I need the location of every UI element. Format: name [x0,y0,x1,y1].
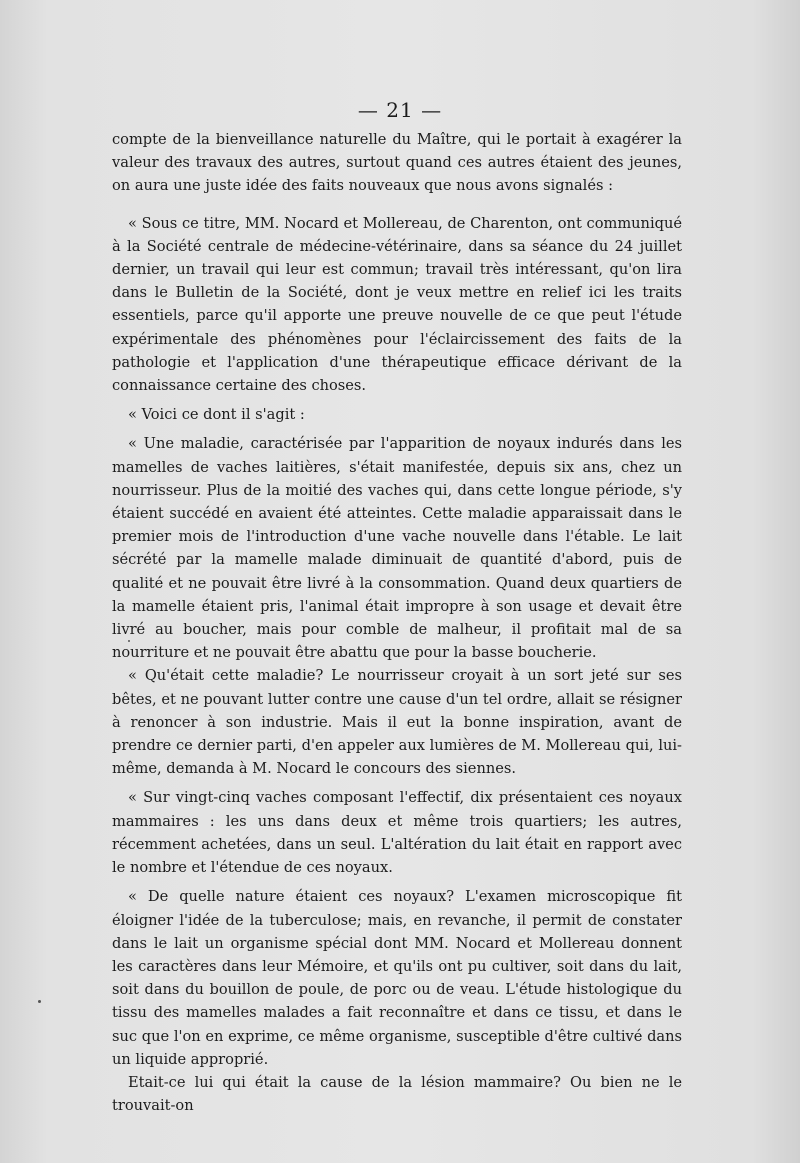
paragraph-vaches: « Sur vingt-cinq vaches composant l'effectif, dix présentaient ces noyaux mammaires : les uns dans deux et même trois quartiers; les autres, récemment achetées, dans un seul. L'altération du lait était en rapport avec le nombre et l'étendue de ces noyaux. [112,789,682,877]
paragraph-final: Etait-ce lui qui était la cause de la lésion mammaire? Ou bien ne le trouvait-on [112,1073,682,1115]
paragraph-intro: compte de la bienveillance naturelle du Maître, qui le portait à exagérer la valeur des travaux des autres, surtout quand ces autres étaient des jeunes, on aura une juste idée des faits nouveaux que nous avons signalés : [112,131,682,195]
paragraph-voici: « Voici ce dont il s'agit : [128,406,305,424]
paragraph-quote-title: « Sous ce titre, MM. Nocard et Mollereau, de Charenton, ont communiqué à la Société centrale de médecine-vétérinaire, dans sa séance du 24 juillet dernier, un travail qui leur est commun; travail très intéressant, qu'on lira dans le Bulletin de la Société, dont je veux mettre en relief ici les traits essentiels, parce qu'il apporte une preuve nouvelle de ce que peut l'étude expérimentale des phénomènes pour l'éclaircissement des faits de la pathologie et l'application d'une thérapeutique efficace dérivant de la connaissance certaine des choses. [112,214,682,395]
paragraph-noyaux: « De quelle nature étaient ces noyaux? L'examen microscopique fit éloigner l'idée de la tuberculose; mais, en revanche, il permit de constater dans le lait un organisme spécial dont MM. Nocard et Mollereau donnent les caractères dans leur Mémoire, et qu'ils ont pu cultiver, soit dans du lait, soit dans du bouillon de poule, de porc ou de veau. L'étude histologique du tissu des mamelles malades a fait reconnaître et dans ce tissu, et dans le suc que l'on en exprime, ce même organisme, susceptible d'être cultivé dans un liquide approprié. [112,888,682,1068]
body-text [112,128,682,1117]
ink-speck [128,640,130,642]
page-number: — 21 — [357,98,443,122]
paragraph-question: « Qu'était cette maladie? Le nourrisseur croyait à un sort jeté sur ses bêtes, et ne pouvant lutter contre une cause d'un tel ordre, allait se résigner à renoncer à son industrie. Mais il eut la bonne inspiration, avant de prendre ce dernier parti, d'en appeler aux lumières de M. Mollereau qui, lui-même, demanda à M. Nocard le concours des siennes. [112,667,682,778]
ink-speck [38,1000,41,1003]
paragraph-maladie: « Une maladie, caractérisée par l'apparition de noyaux indurés dans les mamelles de vaches laitières, s'était manifestée, depuis six ans, chez un nourrisseur. Plus de la moitié des vaches qui, dans cette longue période, s'y étaient succédé en avaient été atteintes. Cette maladie apparaissait dans le premier mois de l'introduction d'une vache nouvelle dans l'étable. Le lait sécrété par la mamelle malade diminuait de quantité d'abord, puis de qualité et ne pouvait être livré à la consommation. Quand deux quartiers de la mamelle étaient pris, l'animal était impropre à son usage et devait être livré au boucher, mais pour comble de malheur, il profitait mal de sa nourriture et ne pouvait être abattu que pour la basse boucherie. [112,435,682,662]
